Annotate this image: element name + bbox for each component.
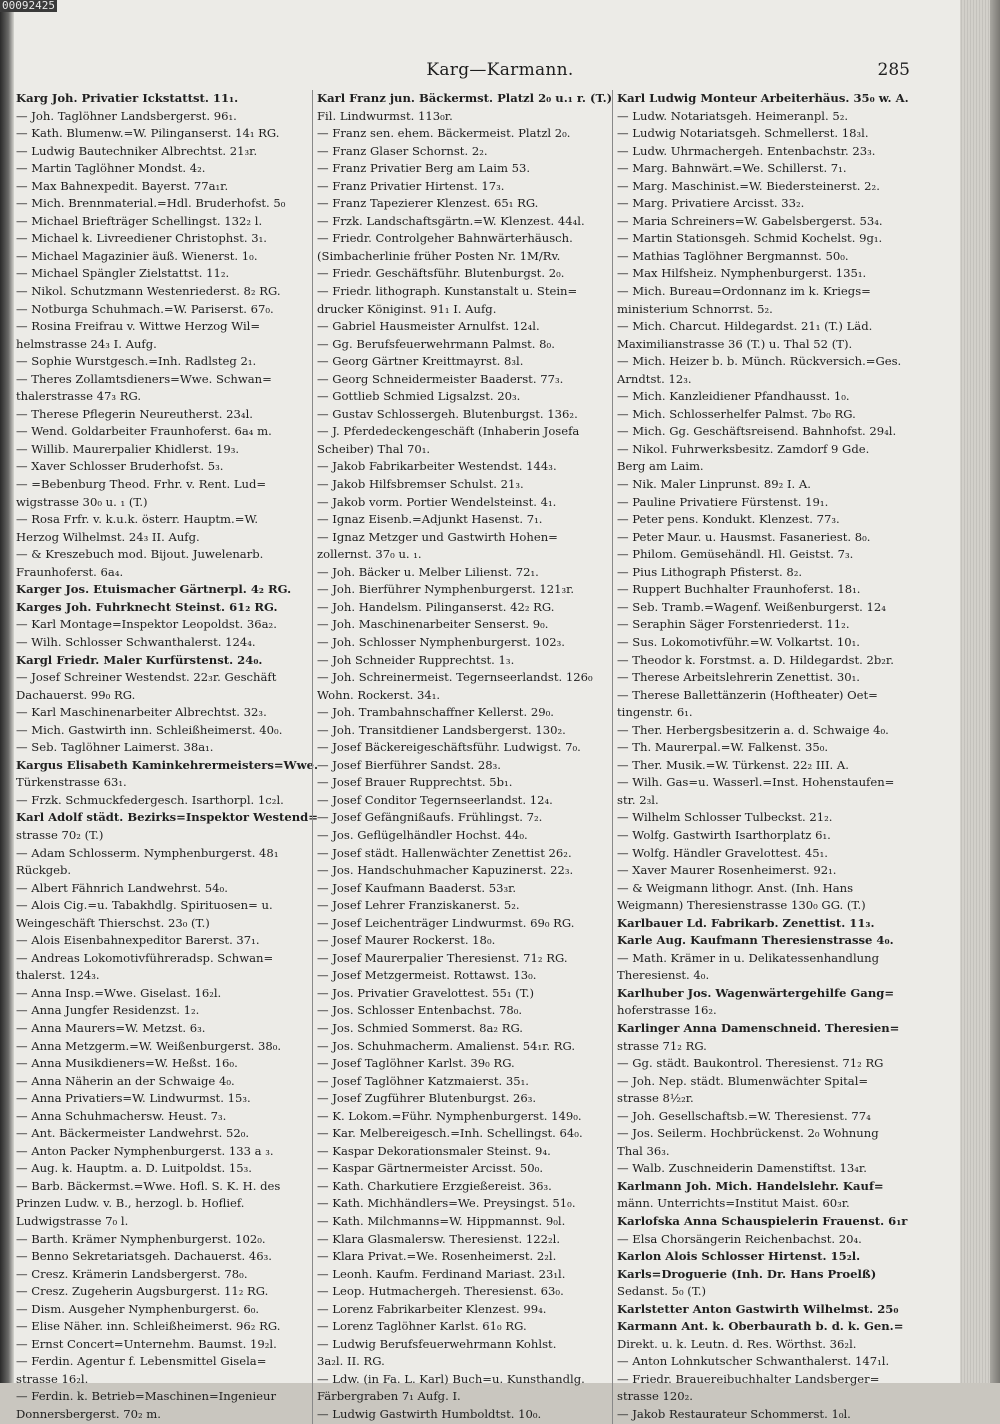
- directory-entry: — J. Pferdedeckengeschäft (Inhaberin Josefa: [317, 424, 580, 439]
- directory-entry: — Therese Pflegerin Neureutherst. 23₄l.: [16, 406, 253, 421]
- directory-entry: — Anna Insp.=Wwe. Giselast. 16₂l.: [16, 985, 222, 1000]
- directory-entry: — Anna Näherin an der Schwaige 4₀.: [16, 1073, 235, 1088]
- directory-entry: — Ldw. (in Fa. L. Karl) Buch=u. Kunsthandlg.: [317, 1371, 585, 1386]
- directory-entry: Sedanst. 5₀ (T.): [617, 1284, 707, 1299]
- directory-entry: — Alois Cig.=u. Tabakhdlg. Spirituosen= u.: [16, 898, 273, 913]
- directory-entry: — Anton Packer Nymphenburgerst. 133 a ₃.: [16, 1143, 274, 1158]
- directory-entry: — Joh Schneider Rupprechtst. 1₃.: [317, 652, 515, 667]
- directory-entry: — Frzk. Landschaftsgärtn.=W. Klenzest. 44₄l.: [317, 213, 585, 228]
- directory-entry: — Cresz. Zugeherin Augsburgerst. 11₂ RG.: [16, 1284, 269, 1299]
- directory-entry: — Ludwig Notariatsgeh. Schmellerst. 18₃l.: [617, 126, 869, 141]
- directory-entry: — Franz sen. ehem. Bäckermeist. Platzl 2₀.: [317, 126, 571, 141]
- directory-heading-entry: Karl Ludwig Monteur Arbeiterhäus. 35₀ w. A.: [617, 91, 909, 105]
- directory-entry: thalerst. 124₃.: [16, 968, 100, 983]
- directory-heading-entry: Karlon Alois Schlosser Hirtenst. 15₂l.: [617, 1249, 861, 1264]
- directory-entry: — Josef Metzgermeist. Rottawst. 13₀.: [317, 968, 537, 983]
- directory-entry: — Kath. Michhändlers=We. Preysingst. 51₀.: [317, 1196, 576, 1211]
- directory-entry: Weingeschäft Thierschst. 23₀ (T.): [16, 915, 210, 930]
- directory-heading-entry: Kargus Elisabeth Kaminkehrermeisters=Wwe.: [16, 757, 318, 772]
- directory-entry: — Gottlieb Schmied Ligsalzst. 20₃.: [317, 389, 521, 404]
- directory-entry: — Nik. Maler Linprunst. 89₂ I. A.: [617, 477, 811, 492]
- directory-entry: — K. Lokom.=Führ. Nymphenburgerst. 149₀.: [317, 1108, 582, 1123]
- directory-entry: Prinzen Ludw. v. B., herzogl. b. Hoflief.: [16, 1196, 245, 1211]
- directory-entry: — Frzk. Schmuckfedergesch. Isarthorpl. 1c₂l.: [16, 792, 284, 807]
- directory-entry: — Marg. Privatiere Arcisst. 33₂.: [617, 196, 805, 211]
- directory-entry: — Josef Taglöhner Katzmaierst. 35₁.: [317, 1073, 529, 1088]
- directory-entry: Scheiber) Thal 70₁.: [317, 441, 431, 456]
- directory-entry: — Kaspar Dekorationsmaler Steinst. 9₄.: [317, 1143, 551, 1158]
- directory-entry: — Elsa Chorsängerin Reichenbachst. 20₄.: [617, 1231, 862, 1246]
- directory-entry: — Wilh. Gas=u. Wasserl.=Inst. Hohenstaufen=: [617, 775, 895, 790]
- directory-entry: — Philom. Gemüsehändl. Hl. Geistst. 7₃.: [617, 547, 854, 562]
- directory-entry: — Jos. Handschuhmacher Kapuzinerst. 22₃.: [317, 863, 574, 878]
- directory-entry: — Kath. Milchmanns=W. Hippmannst. 9₀l.: [317, 1214, 566, 1228]
- directory-entry: — Th. Maurerpal.=W. Falkenst. 35₀.: [617, 740, 829, 755]
- directory-entry: — Josef Bäckereigeschäftsführ. Ludwigst. 7₀.: [317, 740, 581, 755]
- directory-entry: ministerium Schnorrst. 5₂.: [617, 301, 773, 316]
- directory-entry: Rückgeb.: [16, 863, 72, 878]
- directory-entry: — Theodor k. Forstmst. a. D. Hildegardst. 2b₂r.: [617, 652, 894, 667]
- directory-entry: — Rosina Freifrau v. Wittwe Herzog Wil=: [16, 319, 261, 334]
- directory-heading-entry: Karls=Droguerie (Inh. Dr. Hans Proelß): [617, 1266, 877, 1281]
- directory-entry: Weigmann) Theresienstrasse 130₀ GG. (T.): [617, 898, 866, 913]
- directory-entry: — Josef Kaufmann Baaderst. 53₃r.: [317, 880, 517, 895]
- directory-entry: — Klara Glasmalersw. Theresienst. 122₂l.: [317, 1231, 561, 1246]
- directory-entry: — Andreas Lokomotivführeradsp. Schwan=: [16, 950, 274, 965]
- directory-entry: — Michael k. Livreediener Christophst. 3₁.: [16, 231, 267, 246]
- directory-entry: strasse 120₂.: [617, 1389, 693, 1404]
- directory-entry: — Mich. Gg. Geschäftsreisend. Bahnhofst. 29₄l.: [617, 424, 897, 439]
- directory-entry: — Jakob Restaurateur Schommerst. 1₀l.: [617, 1407, 851, 1422]
- directory-entry: — Sus. Lokomotivführ.=W. Volkartst. 10₁.: [617, 634, 860, 649]
- directory-entry: Maximilianstrasse 36 (T.) u. Thal 52 (T).: [617, 336, 853, 351]
- directory-entry: — Joh. Trambahnschaffner Kellerst. 29₀.: [317, 705, 554, 720]
- directory-entry: — Georg Gärtner Kreittmayrst. 8₃l.: [317, 354, 524, 369]
- directory-entry: Wohn. Rockerst. 34₁.: [317, 687, 441, 702]
- directory-entry: — Wolfg. Händler Gravelottest. 45₁.: [617, 845, 828, 860]
- directory-heading-entry: Kargl Friedr. Maler Kurfürstenst. 24₀.: [16, 652, 263, 667]
- directory-entry: Arndtst. 12₃.: [617, 371, 692, 386]
- directory-entry: (Simbacherlinie früher Posten Nr. 1M/Rv.: [317, 248, 561, 263]
- directory-entry: — Karl Montage=Inspektor Leopoldst. 36a₂.: [16, 617, 277, 632]
- directory-entry: — Josef Maurerpalier Theresienst. 71₂ RG.: [317, 950, 568, 965]
- directory-entry: — Mich. Charcut. Hildegardst. 21₁ (T.) Läd.: [617, 319, 873, 334]
- directory-entry: — Adam Schlosserm. Nymphenburgerst. 48₁: [16, 845, 279, 860]
- directory-heading-entry: Karl Franz jun. Bäckermst. Platzl 2₀ u.₁ r. (T.): [317, 91, 613, 105]
- directory-entry: — Joh. Gesellschaftsb.=W. Theresienst. 77₄: [617, 1108, 871, 1123]
- directory-entry: — Mich. Brennmaterial.=Hdl. Bruderhofst. 5₀: [16, 196, 286, 211]
- directory-entry: — Josef Taglöhner Karlst. 39₀ RG.: [317, 1056, 515, 1071]
- directory-entry: — Gg. städt. Baukontrol. Theresienst. 71₂ RG: [617, 1056, 884, 1071]
- directory-entry: — Josef Gefängnißaufs. Frühlingst. 7₂.: [317, 810, 543, 825]
- directory-entry: — Marg. Bahnwärt.=We. Schillerst. 7₁.: [617, 161, 847, 176]
- directory-entry: — Pauline Privatiere Fürstenst. 19₁.: [617, 494, 829, 509]
- directory-entry: hoferstrasse 16₂.: [617, 1003, 717, 1018]
- directory-entry: — Michael Briefträger Schellingst. 132₂ l.: [16, 213, 263, 228]
- directory-entry: — Franz Glaser Schornst. 2₂.: [317, 143, 488, 158]
- directory-entry: str. 2₃l.: [617, 792, 659, 807]
- directory-entry: — Pius Lithograph Pfisterst. 8₂.: [617, 564, 803, 579]
- directory-entry: strasse 16₂l.: [16, 1371, 89, 1386]
- directory-entry: — Gustav Schlossergeh. Blutenburgst. 136₂.: [317, 406, 578, 421]
- directory-entry: — Friedr. lithograph. Kunstanstalt u. Stein=: [317, 284, 578, 299]
- directory-entry: Direkt. u. k. Leutn. d. Res. Wörthst. 36₂l.: [617, 1336, 857, 1351]
- scan-id-label: 00092425: [2, 0, 55, 12]
- directory-entry: — Friedr. Controlgeher Bahnwärterhäusch.: [317, 231, 573, 246]
- book-gutter: [0, 0, 14, 1383]
- directory-entry: — Theres Zollamtsdieners=Wwe. Schwan=: [16, 371, 272, 386]
- directory-entry: — Ther. Musik.=W. Türkenst. 22₂ III. A.: [617, 757, 849, 772]
- directory-entry: — Gabriel Hausmeister Arnulfst. 12₄l.: [317, 319, 540, 334]
- directory-entry: — Anna Schuhmachersw. Heust. 7₃.: [16, 1108, 227, 1123]
- directory-heading-entry: Karger Jos. Etuismacher Gärtnerpl. 4₂ RG.: [16, 582, 292, 597]
- directory-entry: — Benno Sekretariatsgeh. Dachauerst. 46₃.: [16, 1249, 272, 1264]
- directory-entry: — Joh. Bäcker u. Melber Lilienst. 72₁.: [317, 564, 539, 579]
- directory-entry: — Nikol. Schutzmann Westenriederst. 8₂ RG.: [16, 284, 281, 299]
- directory-entry: — Wilh. Schlosser Schwanthalerst. 124₄.: [16, 634, 256, 649]
- directory-entry: — Klara Privat.=We. Rosenheimerst. 2₂l.: [317, 1249, 557, 1264]
- directory-entry: Fraunhoferst. 6a₄.: [16, 564, 124, 579]
- directory-entry: — Therese Ballettänzerin (Hoftheater) Oet=: [617, 687, 878, 702]
- directory-entry: — Dism. Ausgeher Nymphenburgerst. 6₀.: [16, 1301, 260, 1316]
- directory-entry: Theresienst. 4₀.: [617, 968, 710, 983]
- directory-heading-entry: Karges Joh. Fuhrknecht Steinst. 61₂ RG.: [16, 599, 278, 614]
- directory-heading-entry: Karg Joh. Privatier Ickstattst. 11₁.: [16, 91, 239, 105]
- directory-entry: strasse 70₂ (T.): [16, 827, 104, 842]
- directory-entry: — Wilhelm Schlosser Tulbeckst. 21₂.: [617, 810, 833, 825]
- directory-entry: — & Kreszebuch mod. Bijout. Juwelenarb.: [16, 547, 264, 562]
- directory-entry: — Friedr. Geschäftsführ. Blutenburgst. 2₀.: [317, 266, 565, 281]
- directory-entry: Fil. Lindwurmst. 113₀r.: [317, 108, 453, 123]
- directory-entry: männ. Unterrichts=Institut Maist. 60₃r.: [617, 1196, 850, 1211]
- directory-entry: — Jos. Schlosser Entenbachst. 78₀.: [317, 1003, 523, 1018]
- directory-entry: — Seb. Tramb.=Wagenf. Weißenburgerst. 12₄: [617, 599, 886, 614]
- directory-entry: — Ferdin. Agentur f. Lebensmittel Gisela=: [16, 1354, 267, 1369]
- directory-entry: — Josef Conditor Tegernseerlandst. 12₄.: [317, 792, 553, 807]
- directory-entry: — Notburga Schuhmach.=W. Pariserst. 67₀.: [16, 301, 274, 316]
- directory-entry: — Seb. Taglöhner Laimerst. 38a₁.: [16, 740, 214, 755]
- directory-entry: — Josef städt. Hallenwächter Zenettist 26₂.: [317, 845, 572, 860]
- directory-entry: Ludwigstrasse 7₀ l.: [16, 1214, 129, 1228]
- directory-heading-entry: Karl Adolf städt. Bezirks=Inspektor Westend=: [16, 810, 318, 825]
- directory-entry: — Ludwig Gastwirth Humboldtst. 10₀.: [317, 1407, 542, 1422]
- directory-entry: — Kath. Charkutiere Erzgießereist. 36₃.: [317, 1178, 552, 1193]
- page-edge: [960, 0, 1000, 1383]
- directory-entry: — Kaspar Gärtnermeister Arcisst. 50₀.: [317, 1161, 543, 1176]
- directory-heading-entry: Karle Aug. Kaufmann Theresienstrasse 4₀.: [617, 933, 894, 948]
- directory-entry: — Ther. Herbergsbesitzerin a. d. Schwaige 4₀.: [617, 722, 889, 737]
- directory-entry: — Mich. Bureau=Ordonnanz im k. Kriegs=: [617, 284, 871, 299]
- directory-entry: — Ludwig Bautechniker Albrechtst. 21₃r.: [16, 143, 258, 158]
- directory-entry: Türkenstrasse 63₁.: [16, 775, 127, 790]
- directory-entry: — Ant. Bäckermeister Landwehrst. 52₀.: [16, 1126, 250, 1141]
- directory-entry: drucker Königinst. 91₁ I. Aufg.: [317, 301, 497, 316]
- directory-entry: — Seraphin Säger Forstenriederst. 11₂.: [617, 617, 850, 632]
- directory-entry: — Peter pens. Kondukt. Klenzest. 77₃.: [617, 512, 840, 527]
- directory-entry: — Barth. Krämer Nymphenburgerst. 102₀.: [16, 1231, 266, 1246]
- directory-entry: — Ernst Concert=Unternehm. Baumst. 19₂l.: [16, 1336, 277, 1351]
- directory-entry: — Mich. Kanzleidiener Pfandhausst. 1₀.: [617, 389, 850, 404]
- directory-entry: — Rosa Frfr. v. k.u.k. österr. Hauptm.=W.: [16, 512, 259, 527]
- directory-entry: — Josef Lehrer Franziskanerst. 5₂.: [317, 898, 520, 913]
- directory-entry: strasse 71₂ RG.: [617, 1038, 707, 1053]
- directory-entry: — Anton Lohnkutscher Schwanthalerst. 147₁l.: [617, 1354, 890, 1369]
- directory-entry: zollernst. 37₀ u. ₁.: [317, 547, 422, 562]
- directory-entry: — Anna Musikdieners=W. Heßst. 16₀.: [16, 1056, 238, 1071]
- directory-entry: — Jakob Fabrikarbeiter Westendst. 144₃.: [317, 459, 557, 474]
- directory-entry: — Jos. Schmied Sommerst. 8a₂ RG.: [317, 1020, 523, 1035]
- directory-entry: — Marg. Maschinist.=W. Biedersteinerst. 2₂.: [617, 178, 880, 193]
- directory-entry: — Mathias Taglöhner Bergmannst. 50₀.: [617, 248, 849, 263]
- directory-entry: — Mich. Gastwirth inn. Schleißheimerst. 40₀.: [16, 722, 283, 737]
- directory-entry: — Aug. k. Hauptm. a. D. Luitpoldst. 15₃.: [16, 1161, 252, 1176]
- directory-entry: — Max Bahnexpedit. Bayerst. 77a₁r.: [16, 178, 229, 193]
- directory-entry: — Joh. Schlosser Nymphenburgerst. 102₃.: [317, 634, 565, 649]
- column-middle: [312, 90, 613, 1424]
- directory-entry: — Ruppert Buchhalter Fraunhoferst. 18₁.: [617, 582, 861, 597]
- directory-entry: — Ludw. Uhrmachergeh. Entenbachstr. 23₃.: [617, 143, 876, 158]
- directory-entry: — Cresz. Krämerin Landsbergerst. 78₀.: [16, 1266, 248, 1281]
- directory-entry: — Peter Maur. u. Hausmst. Fasaneriest. 8₀.: [617, 529, 871, 544]
- directory-entry: — Joh. Bierführer Nymphenburgerst. 121₃r.: [317, 582, 575, 597]
- directory-entry: — Wolfg. Gastwirth Isarthorplatz 6₁.: [617, 827, 831, 842]
- directory-entry: — Franz Privatier Hirtenst. 17₃.: [317, 178, 505, 193]
- directory-entry: — Georg Schneidermeister Baaderst. 77₃.: [317, 371, 564, 386]
- directory-entry: thalerstrasse 47₃ RG.: [16, 389, 142, 404]
- directory-heading-entry: Karlbauer Ld. Fabrikarb. Zenettist. 11₃.: [617, 915, 875, 930]
- directory-entry: — Kath. Blumenw.=W. Pilinganserst. 14₁ RG.: [16, 126, 280, 141]
- directory-entry: — Josef Maurer Rockerst. 18₀.: [317, 933, 496, 948]
- directory-entry: Dachauerst. 99₀ RG.: [16, 687, 136, 702]
- directory-entry: — Jos. Privatier Gravelottest. 55₁ (T.): [317, 985, 535, 1000]
- directory-entry: helmstrasse 24₃ I. Aufg.: [16, 336, 157, 351]
- directory-entry: — Mich. Schlosserhelfer Palmst. 7b₀ RG.: [617, 406, 856, 421]
- directory-entry: — Ignaz Eisenb.=Adjunkt Hasenst. 7₁.: [317, 512, 543, 527]
- directory-entry: — Joh. Maschinenarbeiter Senserst. 9₀.: [317, 617, 549, 632]
- directory-entry: strasse 8½₂r.: [617, 1091, 694, 1106]
- directory-entry: — Joh. Handelsm. Pilinganserst. 42₂ RG.: [317, 599, 555, 614]
- directory-entry: — Joh. Schreinermeist. Tegernseerlandst. 126₀: [317, 670, 593, 685]
- directory-entry: — Therese Arbeitslehrerin Zenettist. 30₁.: [617, 670, 860, 685]
- directory-entry: — Lorenz Fabrikarbeiter Klenzest. 99₄.: [317, 1301, 547, 1316]
- directory-entry: — Jos. Geflügelhändler Hochst. 44₀.: [317, 827, 528, 842]
- directory-entry: — Walb. Zuschneiderin Damenstiftst. 13₄r.: [617, 1161, 867, 1176]
- directory-entry: — Josef Zugführer Blutenburgst. 26₃.: [317, 1091, 537, 1106]
- directory-entry: — Barb. Bäckermst.=Wwe. Hofl. S. K. H. des: [16, 1178, 281, 1193]
- directory-entry: — Anna Metzgerm.=W. Weißenburgerst. 38₀.: [16, 1038, 282, 1053]
- directory-entry: 3a₂l. II. RG.: [317, 1354, 385, 1369]
- directory-entry: — Math. Krämer in u. Delikatessenhandlung: [617, 950, 880, 965]
- directory-entry: Thal 36₃.: [617, 1143, 670, 1158]
- directory-entry: — Josef Bierführer Sandst. 28₃.: [317, 757, 501, 772]
- directory-entry: — Michael Spängler Zielstattst. 11₂.: [16, 266, 230, 281]
- directory-entry: — Franz Tapezierer Klenzest. 65₁ RG.: [317, 196, 539, 211]
- directory-entry: — Gg. Berufsfeuerwehrmann Palmst. 8₀.: [317, 336, 555, 351]
- directory-entry: — Anna Privatiers=W. Lindwurmst. 15₃.: [16, 1091, 251, 1106]
- directory-entry: — Ludwig Berufsfeuerwehrmann Kohlst.: [317, 1336, 557, 1351]
- directory-entry: — Ferdin. k. Betrieb=Maschinen=Ingenieur: [16, 1389, 277, 1404]
- directory-heading-entry: Karmann Ant. k. Oberbaurath b. d. k. Gen.=: [617, 1319, 904, 1334]
- directory-entry: — Anna Maurers=W. Metzst. 6₃.: [16, 1020, 206, 1035]
- directory-heading-entry: Karlmann Joh. Mich. Handelslehr. Kauf=: [617, 1178, 884, 1193]
- directory-entry: — Jos. Schuhmacherm. Amalienst. 54₁r. RG.: [317, 1038, 575, 1053]
- directory-entry: — Ludw. Notariatsgeh. Heimeranpl. 5₂.: [617, 108, 849, 123]
- running-head: Karg—Karmann.: [426, 60, 574, 80]
- directory-entry: — Xaver Maurer Rosenheimerst. 92₁.: [617, 863, 837, 878]
- directory-entry: — Anna Jungfer Residenzst. 1₂.: [16, 1003, 200, 1018]
- page-number: 285: [877, 60, 910, 80]
- directory-heading-entry: Karlstetter Anton Gastwirth Wilhelmst. 25₀: [617, 1301, 899, 1316]
- directory-entry: — Franz Privatier Berg am Laim 53.: [317, 161, 531, 176]
- directory-heading-entry: Karlinger Anna Damenschneid. Theresien=: [617, 1020, 900, 1035]
- directory-entry: Färbergraben 7₁ Aufg. I.: [317, 1389, 461, 1404]
- directory-entry: — Alois Eisenbahnexpeditor Barerst. 37₁.: [16, 933, 260, 948]
- column-left: [16, 90, 318, 1424]
- directory-entry: Herzog Wilhelmst. 24₃ II. Aufg.: [16, 529, 200, 544]
- directory-entry: — Nikol. Fuhrwerksbesitz. Zamdorf 9 Gde.: [617, 441, 870, 456]
- column-right: [612, 90, 919, 1424]
- directory-entry: — Maria Schreiners=W. Gabelsbergerst. 53₄.: [617, 213, 883, 228]
- directory-entry: — Friedr. Brauereibuchhalter Landsberger=: [617, 1371, 880, 1386]
- directory-entry: — Albert Fähnrich Landwehrst. 54₀.: [16, 880, 228, 895]
- directory-entry: — Joh. Nep. städt. Blumenwächter Spital=: [617, 1073, 869, 1088]
- directory-entry: Berg am Laim.: [617, 459, 704, 474]
- directory-entry: Donnersbergerst. 70₂ m.: [16, 1407, 161, 1422]
- directory-entry: — Martin Stationsgeh. Schmid Kochelst. 9g₁.: [617, 231, 883, 246]
- directory-entry: — Josef Brauer Rupprechtst. 5b₁.: [317, 775, 513, 790]
- directory-entry: — Michael Magazinier äuß. Wienerst. 1₀.: [16, 248, 258, 263]
- directory-entry: wigstrasse 30₀ u. ₁ (T.): [16, 494, 148, 509]
- directory-heading-entry: Karlhuber Jos. Wagenwärtergehilfe Gang=: [617, 985, 895, 1000]
- directory-entry: tingenstr. 6₁.: [617, 705, 693, 720]
- directory-entry: — Leop. Hutmachergeh. Theresienst. 63₀.: [317, 1284, 564, 1299]
- directory-entry: — =Bebenburg Theod. Frhr. v. Rent. Lud=: [16, 477, 267, 492]
- directory-entry: — Jakob Hilfsbremser Schulst. 21₃.: [317, 477, 524, 492]
- directory-entry: — Joh. Transitdiener Landsbergerst. 130₂.: [317, 722, 566, 737]
- directory-entry: — Kar. Melbereigesch.=Inh. Schellingst. 64₀.: [317, 1126, 583, 1141]
- directory-entry: — Martin Taglöhner Mondst. 4₂.: [16, 161, 206, 176]
- directory-entry: — Josef Leichenträger Lindwurmst. 69₀ RG.: [317, 915, 575, 930]
- directory-entry: — Max Hilfsheiz. Nymphenburgerst. 135₁.: [617, 266, 867, 281]
- directory-entry: — & Weigmann lithogr. Anst. (Inh. Hans: [617, 880, 854, 895]
- directory-entry: — Josef Schreiner Westendst. 22₃r. Geschäft: [16, 670, 277, 685]
- directory-entry: — Sophie Wurstgesch.=Inh. Radlsteg 2₁.: [16, 354, 257, 369]
- directory-entry: — Lorenz Taglöhner Karlst. 61₀ RG.: [317, 1319, 527, 1334]
- directory-heading-entry: Karlofska Anna Schauspielerin Frauenst. 6₁r: [617, 1214, 908, 1228]
- directory-entry: — Ignaz Metzger und Gastwirth Hohen=: [317, 529, 558, 544]
- directory-entry: — Wend. Goldarbeiter Fraunhoferst. 6a₄ m.: [16, 424, 272, 439]
- directory-entry: — Jakob vorm. Portier Wendelsteinst. 4₁.: [317, 494, 557, 509]
- directory-entry: — Joh. Taglöhner Landsbergerst. 96₁.: [16, 108, 237, 123]
- directory-entry: — Elise Näher. inn. Schleißheimerst. 96₂ RG.: [16, 1319, 281, 1334]
- directory-entry: — Mich. Heizer b. b. Münch. Rückversich.=Ges.: [617, 354, 902, 369]
- directory-entry: — Jos. Seilerm. Hochbrückenst. 2₀ Wohnung: [617, 1126, 879, 1141]
- directory-entry: — Willib. Maurerpalier Khidlerst. 19₃.: [16, 441, 240, 456]
- directory-entry: — Leonh. Kaufm. Ferdinand Mariast. 23₁l.: [317, 1266, 566, 1281]
- directory-entry: — Xaver Schlosser Bruderhofst. 5₃.: [16, 459, 224, 474]
- directory-entry: — Karl Maschinenarbeiter Albrechtst. 32₃.: [16, 705, 267, 720]
